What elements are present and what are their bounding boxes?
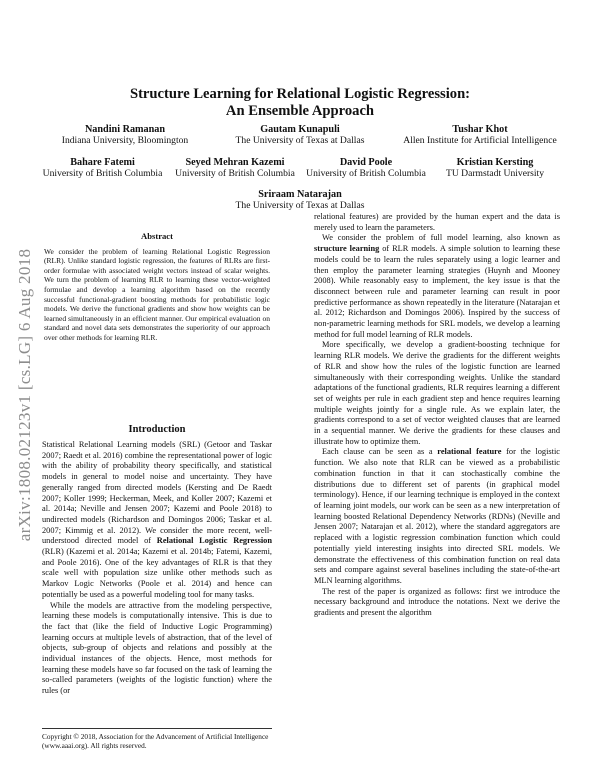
paragraph: relational features) are provided by the human expert and the data is merely used to learn the parameters.: [314, 212, 560, 232]
author-name: Gautam Kunapuli: [260, 124, 340, 135]
author-affiliation: University of British Columbia: [306, 168, 426, 179]
author-affiliation: TU Darmstadt University: [445, 168, 545, 179]
author-affiliation: University of British Columbia: [175, 168, 295, 179]
author-affiliation: The University of Texas at Dallas: [235, 200, 365, 211]
paragraph: Statistical Relational Learning models (SRL) (Getoor and Taskar 2007; Raedt et al. 2016) combine the representational power of logic with the ability of probability theory specifically, and statistical models in general to model noise and uncertainty. They have generally ranged from directed models (Kersting and De Raedt 2007; Koller 1999; Heckerman, Meek, and Koller 2007; Kazemi et al. 2014a; Neville and Jensen 2007; Kazemi and Poole 2018) to undirected models (Richardson and Domingos 2006; Taskar et al. 2007; Kimmig et al. 2012). We consider the more recent, well-understood directed model of Relational Logistic Regression (RLR) (Kazemi et al. 2014a; Kazemi et al. 2014b; Fatemi, Kazemi, and Poole 2016). One of the key advantages of RLR is that they scale well with population size unlike other methods such as Markov Logic Networks (Poole et al. 2014) and hence can potentially be used as a powerful modeling tool for many tasks.: [42, 440, 272, 599]
paragraph: More specifically, we develop a gradient-boosting technique for learning RLR models. We derive the gradients for the different weights of RLR and show how the rules of the logistic function are learned simultaneously with their corresponding weights. Unlike the standard adaptations of the functional gradients, RLR requires learning a different set of weights per rule in each gradient step and hence requires learning multiple weights jointly for a single rule. As we explain later, the gradients correspond to a set of vector weighted clauses that are learned in a sequential manner. We derive the gradients for these clauses and illustrate how to optimize them.: [314, 340, 560, 446]
author-affiliation: Allen Institute for Artificial Intelligence: [403, 135, 557, 146]
author-block: [302, 157, 430, 179]
abstract-heading: Abstract: [141, 231, 173, 241]
paper-title: [60, 86, 540, 120]
author-block: [171, 157, 299, 179]
author-name: Bahare Fatemi: [70, 157, 135, 168]
title-line-2: An Ensemble Approach: [225, 103, 375, 119]
author-name: Sriraam Natarajan: [258, 189, 342, 200]
author-block: [40, 157, 165, 179]
author-block: [225, 189, 375, 211]
right-column: [314, 212, 560, 619]
author-affiliation: University of British Columbia: [42, 168, 163, 179]
author-block: [390, 124, 570, 146]
section-heading: Introduction: [128, 424, 186, 435]
author-name: Tushar Khot: [452, 124, 508, 135]
paragraph: The rest of the paper is organized as follows: first we introduce the necessary background and introduce the notations. Next we derive the gradients and present the algorithm: [314, 586, 560, 618]
author-block: [50, 124, 200, 146]
author-name: Nandini Ramanan: [84, 124, 166, 135]
arxiv-stamp: arXiv:1808.02123v1 [cs.LG] 6 Aug 2018: [15, 248, 34, 542]
author-affiliation: Indiana University, Bloomington: [61, 135, 189, 146]
author-name: Kristian Kersting: [456, 157, 534, 168]
author-block: [225, 124, 375, 146]
author-block: [440, 157, 550, 179]
copyright-footnote: Copyright © 2018, Association for the Advancement of Artificial Intelligence (www.aaai.org). All rights reserved.: [42, 728, 272, 750]
paragraph: We consider the problem of full model learning, also known as structure learning of RLR models. A simple solution to learning these models could be to learn the rules separately using a logic learner and then employ the parameter learning strategies (Huynh and Mooney 2008). While reasonably easy to implement, the key issue is that the disconnect between rule and parameter learning can result in poor predictive performance as shown repeatedly in the literature (Natarajan et al. 2012; Richardson and Domingos 2006). Inspired by the success of non-parametric learning methods for SRL models, we develop a learning method for full model learning of RLR models.: [314, 233, 560, 339]
author-affiliation: The University of Texas at Dallas: [235, 135, 365, 146]
left-column: [42, 440, 272, 697]
abstract: [44, 232, 270, 343]
paragraph: While the models are attractive from the modeling perspective, learning these models is computationally intensive. This is due to the fact that (like the field of Inductive Logic Programming) learning occurs at multiple levels of abstraction, that of the level of objects, sub-group of objects and relations and possibly at the individual instances of the objects. Hence, most methods for learning these models have so far focused on the task of learning the so-called parameters (weights of the logistic function) where the rules (or: [42, 600, 272, 696]
author-name: Seyed Mehran Kazemi: [185, 157, 285, 168]
title-line-1: Structure Learning for Relational Logistic Regression:: [129, 86, 471, 102]
author-name: David Poole: [339, 157, 393, 168]
paragraph: Each clause can be seen as a relational feature for the logistic function. We also note that RLR can be viewed as a probabilistic combination function in that it can stochastically combine the distributions due to different set of parents (in graphical model terminology). Hence, if our learning technique is employed in the context of learning joint models, our work can be seen as a new interpretation of learning boosted Relational Dependency Networks (RDNs) (Neville and Jensen 2007; Natarajan et al. 2012), where the standard aggregators are replaced with a logistic regression combination function which could potentially yield interesting insights into directed SRL models. We demonstrate the effectiveness of this combination function on real data sets and compare against several baselines including the state-of-the-art MLN learning algorithms.: [314, 447, 561, 585]
abstract-text: We consider the problem of learning Relational Logistic Regression (RLR). Unlike standard logistic regression, the features of RLRs are first-order formulae with associated weight vectors instead of scalar weights. We turn the problem of learning RLR to learning these vector-weighted formulae and develop a learning algorithm based on the recently successful functional-gradient boosting methods for probabilistic logic models. We derive the functional gradients and show how weights can be learned simultaneously in an efficient manner. Our empirical evaluation on standard and novel data sets demonstrates the superiority of our approach over other methods for learning RLR.: [44, 246, 270, 342]
